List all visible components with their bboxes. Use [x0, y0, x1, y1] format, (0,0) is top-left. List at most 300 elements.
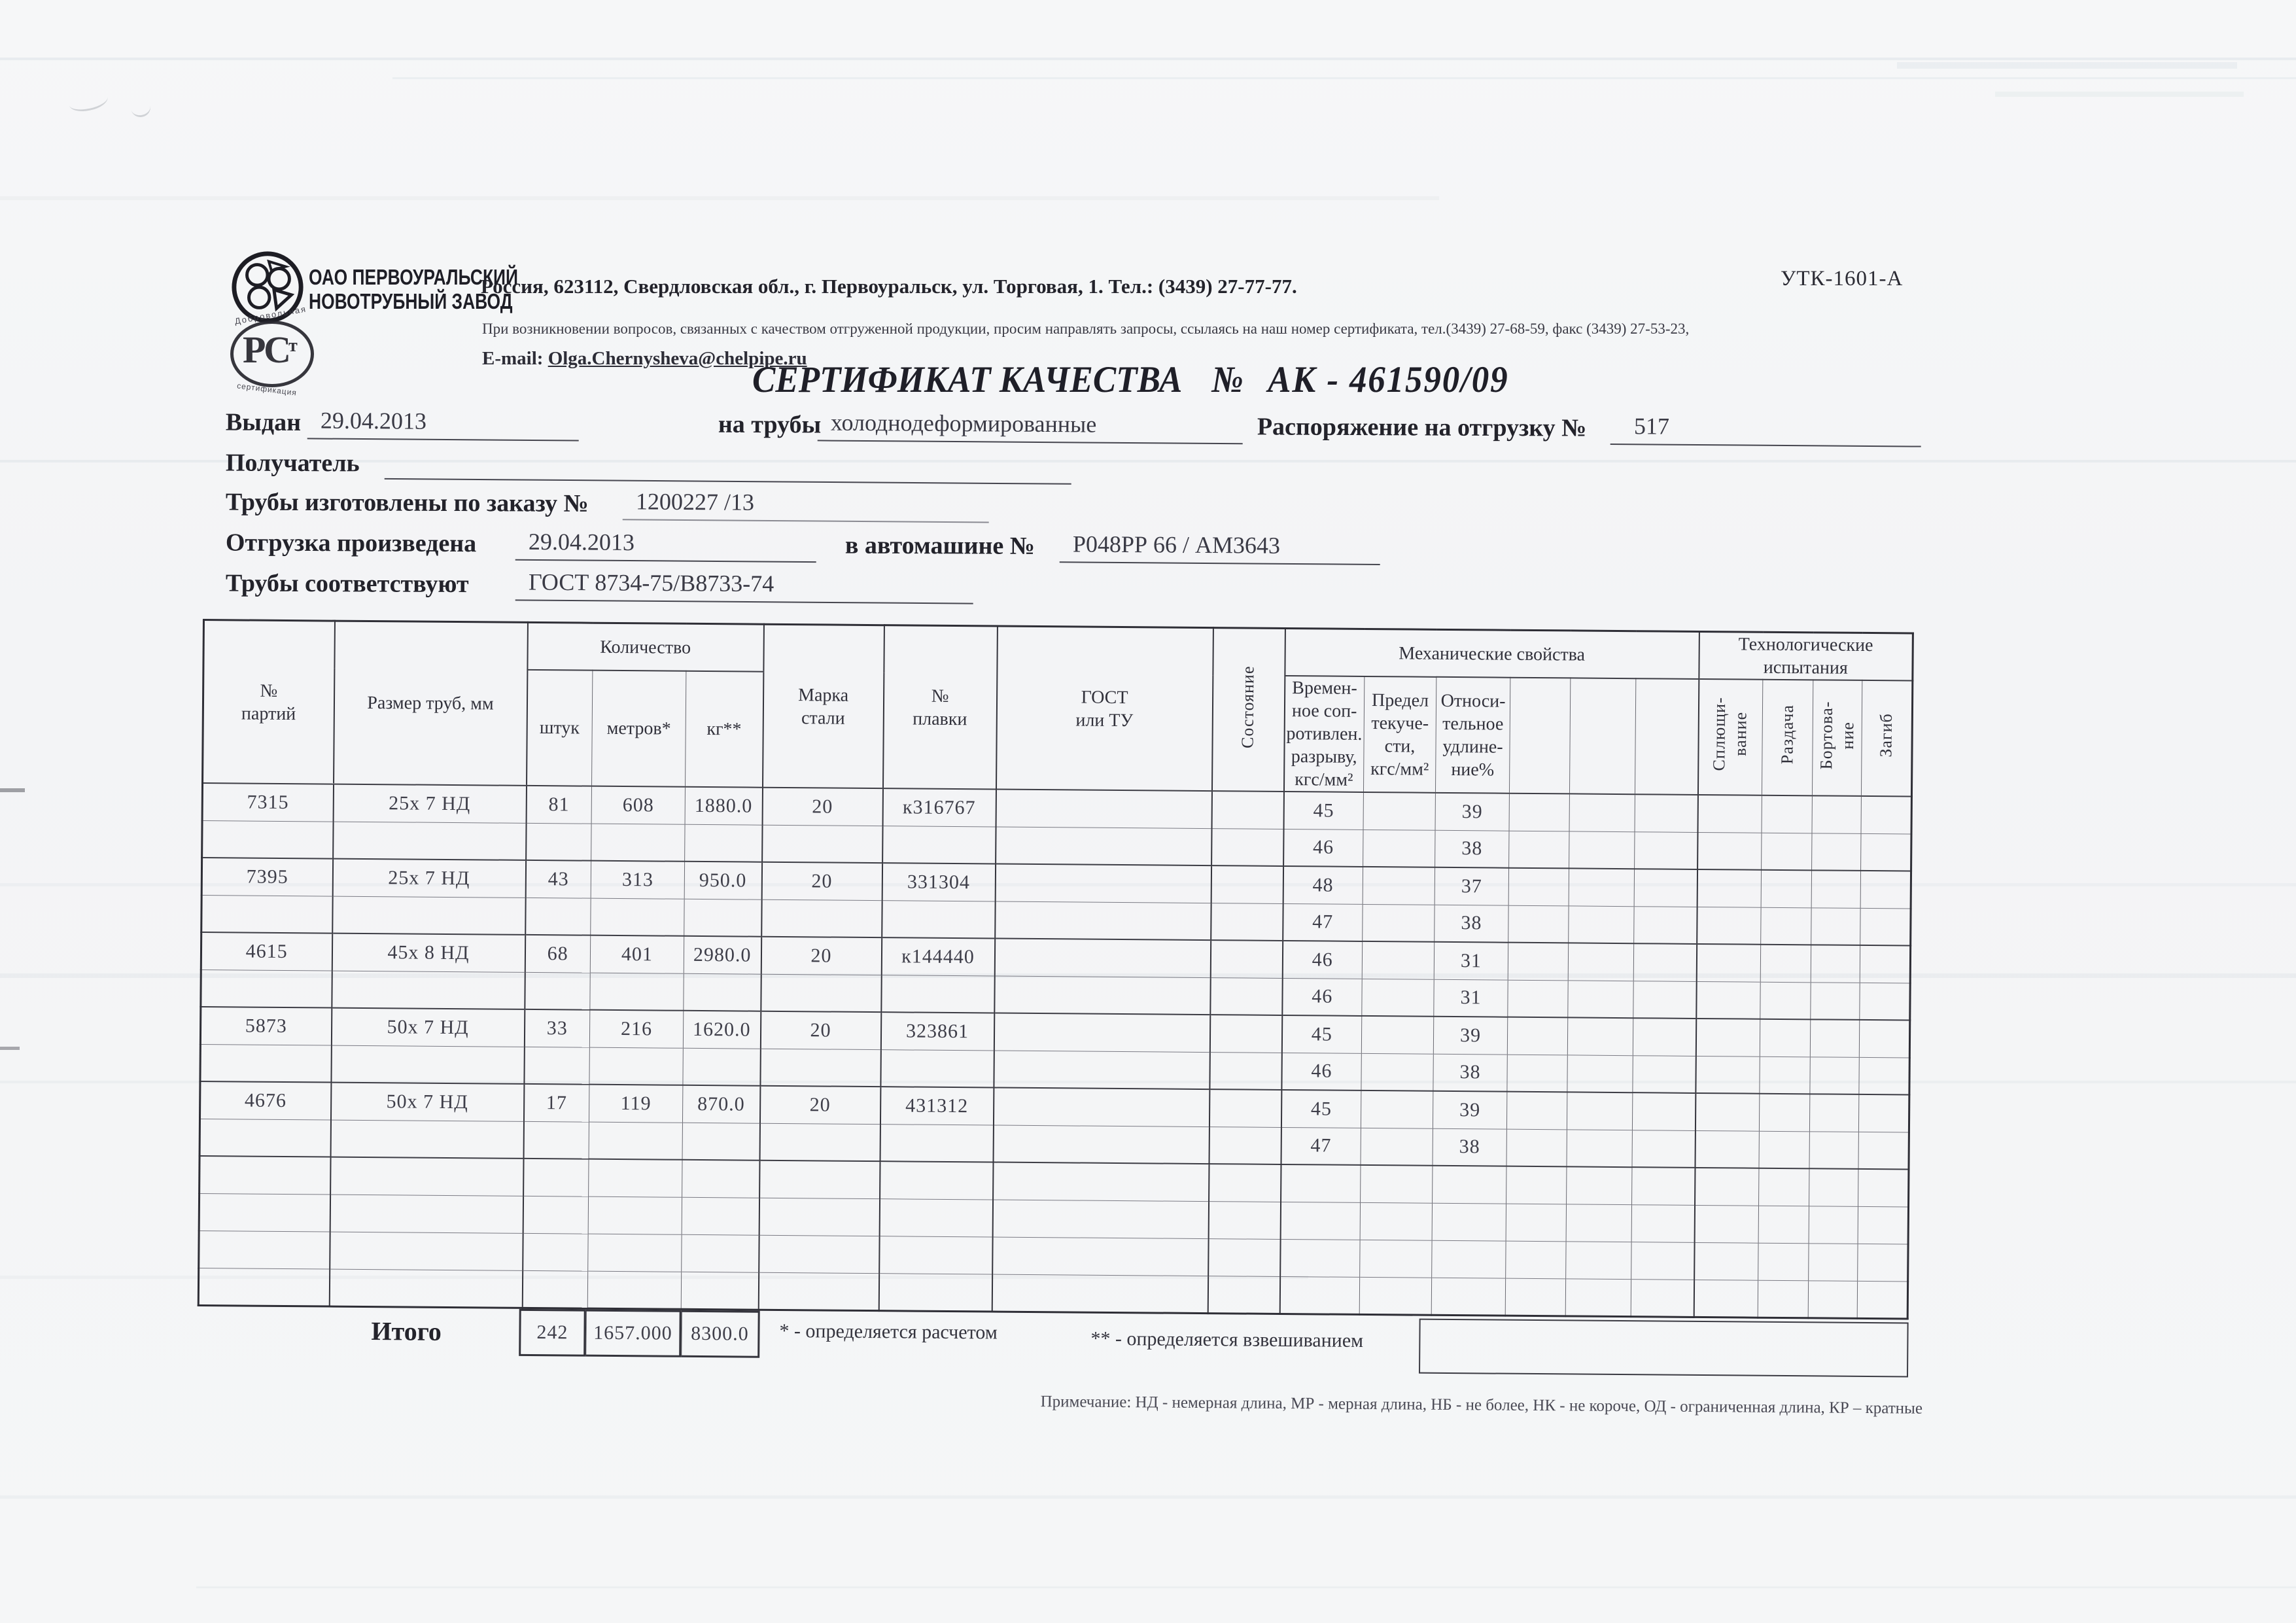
scan-artifact [392, 77, 2296, 79]
cell-m [589, 1159, 682, 1197]
cell-t4 [1860, 945, 1910, 983]
cell-pcs [523, 1121, 589, 1159]
cell-kg [685, 824, 762, 862]
cell-kg [682, 1123, 759, 1161]
cell-size [330, 1157, 523, 1196]
cell-tensile: 46 [1282, 941, 1362, 979]
cell-steel [759, 1123, 880, 1161]
cell-m6 [1635, 794, 1698, 832]
field-line-issued [0, 407, 2296, 453]
cell-m6 [1631, 1204, 1695, 1242]
cell-t1 [1694, 1205, 1758, 1243]
cell-pcs [525, 898, 591, 935]
title-number-sign: № [1211, 359, 1244, 400]
cell-t1 [1694, 1242, 1758, 1280]
cell-melt [882, 900, 995, 938]
issued-value: 29.04.2013 [307, 406, 579, 441]
cell-gost [994, 1013, 1209, 1053]
cell-m4 [1509, 794, 1569, 831]
cell-state [1210, 977, 1282, 1015]
cell-pcs: 17 [523, 1084, 589, 1122]
cell-t4 [1858, 1094, 1909, 1132]
cell-m4 [1506, 1166, 1567, 1204]
cell-batch: 7395 [201, 858, 332, 896]
cell-m5 [1568, 943, 1633, 981]
certificate-title [752, 358, 1519, 401]
cell-t1 [1696, 1056, 1760, 1094]
cell-size [332, 896, 525, 935]
cell-kg [684, 973, 761, 1011]
cell-melt [878, 1273, 992, 1311]
scan-artifact [0, 1495, 2296, 1499]
col-header-state: Состояние [1211, 628, 1285, 792]
abbreviation-legend: Примечание: НД - немерная длина, МР - мерная длина, НБ - не более, НК - не короче, ОД - ограниченная длина, КР – кратные [1040, 1392, 1923, 1418]
cell-t3 [1809, 1131, 1858, 1169]
totals-boxes [519, 1308, 760, 1357]
cell-t1 [1696, 1019, 1760, 1056]
company-address: Россия, 623112, Свердловская обл., г. Первоуральск, ул. Торговая, 1. Тел.: (3439) 27-77-77. [481, 275, 1297, 298]
cell-t4 [1860, 908, 1911, 946]
cell-steel: 20 [761, 937, 881, 975]
cell-m5 [1567, 1166, 1632, 1204]
cell-state [1210, 940, 1282, 978]
cell-t2 [1761, 870, 1811, 908]
cell-tensile: 46 [1281, 1053, 1361, 1091]
cell-m6 [1633, 943, 1697, 981]
field-line-standard [0, 568, 2296, 614]
scan-artifact [196, 1586, 2296, 1588]
cell-melt [882, 826, 996, 864]
cell-yld [1359, 1277, 1431, 1315]
cell-melt: 331304 [882, 863, 995, 901]
cell-steel: 20 [760, 1011, 880, 1049]
cell-pcs: 68 [525, 935, 590, 973]
cell-tensile [1280, 1239, 1360, 1277]
pipes-label: на трубы [718, 410, 822, 439]
pencil-mark [129, 96, 152, 119]
cell-t1 [1696, 981, 1760, 1019]
standard-label: Трубы соответствуют [225, 569, 469, 599]
cell-melt [880, 1049, 994, 1087]
cell-m6 [1633, 1055, 1696, 1093]
cell-gost [996, 827, 1211, 866]
cell-t2 [1758, 1206, 1809, 1244]
footnote-calculated: * - определяется расчетом [779, 1319, 998, 1344]
cell-state [1211, 828, 1283, 866]
cell-elong: 39 [1433, 1017, 1507, 1055]
cell-t3 [1810, 1056, 1859, 1094]
cell-steel: 20 [761, 862, 882, 900]
cell-m4 [1506, 1241, 1566, 1279]
scan-artifact [0, 1047, 20, 1050]
cell-pcs: 81 [526, 786, 591, 824]
receiver-label: Получатель [225, 449, 360, 478]
cell-m4 [1508, 943, 1568, 981]
cell-kg: 950.0 [684, 862, 761, 899]
cell-tensile: 46 [1282, 978, 1362, 1016]
cell-t1 [1695, 1130, 1759, 1168]
cell-t2 [1760, 982, 1811, 1020]
cell-kg: 870.0 [682, 1085, 759, 1123]
order-label: Трубы изготовлены по заказу № [225, 488, 589, 517]
order-value: 1200227 /13 [623, 487, 989, 523]
title-label: СЕРТИФИКАТ КАЧЕСТВА [752, 359, 1183, 400]
cell-tensile: 47 [1281, 1127, 1361, 1165]
cell-t2 [1758, 1280, 1808, 1318]
cell-m5 [1567, 1017, 1633, 1055]
cell-steel [759, 1161, 880, 1198]
cell-melt [881, 975, 994, 1013]
cell-yld [1362, 941, 1434, 979]
cell-steel [761, 899, 882, 937]
cell-size: 25х 7 НД [332, 859, 525, 898]
cell-state [1209, 1089, 1281, 1127]
col-header-elongation: Относи- тельное удлине- ние% [1435, 677, 1510, 794]
shipping-order-value: 517 [1610, 412, 1921, 447]
scan-artifact [0, 196, 1439, 200]
cell-steel [760, 1049, 880, 1087]
cell-pcs [522, 1270, 587, 1308]
cell-t3 [1812, 795, 1861, 833]
cell-t4 [1858, 1169, 1909, 1207]
cell-steel: 20 [759, 1086, 880, 1124]
cell-m6 [1635, 831, 1698, 869]
cell-m [589, 1047, 683, 1085]
cell-pcs [523, 1196, 588, 1234]
cell-kg: 1880.0 [685, 787, 762, 825]
cell-batch [200, 1044, 331, 1083]
cell-yld [1361, 1053, 1433, 1091]
cell-t4 [1858, 1244, 1908, 1282]
col-header-gost: ГОСТ или ТУ [996, 626, 1213, 791]
cell-kg: 2980.0 [684, 936, 761, 974]
cell-t1 [1694, 1280, 1758, 1318]
rst-stamp-icon: РС т [230, 321, 314, 387]
total-meters: 1657.000 [585, 1309, 682, 1357]
cell-t4 [1861, 796, 1911, 834]
col-group-technological: Технологические испытания [1699, 631, 1913, 680]
cell-pcs: 33 [524, 1009, 589, 1047]
cell-t3 [1812, 833, 1861, 871]
cell-m5 [1567, 1092, 1632, 1130]
field-line-receiver [0, 447, 2296, 494]
company-name-line2: НОВОТРУБНЫЙ ЗАВОД [309, 288, 513, 313]
cell-t2 [1760, 1019, 1810, 1057]
cell-t3 [1809, 1206, 1858, 1244]
cell-m4 [1505, 1278, 1565, 1316]
col-header-bend: Загиб [1862, 680, 1913, 797]
cell-m4 [1506, 1204, 1566, 1242]
company-name-line1: ОАО ПЕРВОУРАЛЬСКИЙ [309, 265, 519, 289]
cell-m: 216 [589, 1010, 683, 1048]
shipped-value: 29.04.2013 [515, 528, 816, 563]
cell-tensile [1281, 1164, 1361, 1202]
cell-m [590, 973, 684, 1011]
cell-tensile: 45 [1281, 1090, 1361, 1128]
cell-m5 [1565, 1278, 1631, 1316]
cell-steel [758, 1272, 878, 1310]
cell-batch [201, 969, 332, 1008]
cell-gost [993, 1162, 1209, 1202]
cell-melt: к144440 [881, 937, 994, 975]
cell-batch [199, 1230, 330, 1269]
quality-table [198, 619, 1914, 1319]
cell-gost [992, 1274, 1208, 1314]
cell-state [1209, 1164, 1281, 1202]
cell-m6 [1633, 981, 1697, 1019]
col-header-size: Размер труб, мм [334, 621, 528, 786]
cell-t2 [1761, 907, 1811, 945]
cell-melt [879, 1198, 992, 1236]
form-code: УТК-1601-А [1781, 267, 1904, 290]
cell-size: 50х 7 НД [330, 1083, 523, 1121]
field-line-shipped [0, 527, 2296, 574]
col-header-flanging: Бортова- ние [1813, 680, 1862, 796]
cell-batch [202, 820, 333, 859]
cell-m: 119 [589, 1085, 682, 1123]
cell-m5 [1569, 831, 1635, 869]
quality-contact-note: При возникновении вопросов, связанных с качеством отгруженной продукции, просим направлять запросы, ссылаясь на наш номер сертификата, тел.(3439) 27-68-59, факс (3439) 27-53-23, [482, 321, 1690, 337]
cell-tensile [1280, 1202, 1360, 1240]
cell-m4 [1509, 831, 1569, 869]
cell-t3 [1811, 907, 1860, 945]
cell-t3 [1808, 1280, 1857, 1318]
col-group-mechanical: Механические свойства [1285, 628, 1699, 678]
cell-steel [762, 825, 882, 863]
cell-state [1208, 1201, 1280, 1239]
cell-batch [201, 895, 332, 934]
cell-kg [682, 1197, 759, 1235]
cell-batch: 4676 [200, 1081, 330, 1120]
cell-t4 [1859, 1057, 1909, 1095]
pipes-value: холоднодеформированные [818, 408, 1243, 444]
cell-elong: 31 [1434, 942, 1508, 980]
cell-t2 [1760, 1094, 1810, 1132]
cell-t2 [1760, 945, 1811, 983]
email-label: E-mail: [482, 348, 544, 369]
cell-t1 [1696, 944, 1760, 982]
cell-elong: 31 [1434, 979, 1508, 1017]
cell-state [1208, 1238, 1280, 1276]
email-address: Olga.Chernysheva@chelpipe.ru [548, 348, 807, 369]
col-header-mech-extra-2 [1569, 678, 1635, 794]
cell-kg [684, 899, 761, 937]
cell-steel [759, 1235, 879, 1273]
standard-value: ГОСТ 8734-75/В8733-74 [515, 568, 973, 604]
cell-t1 [1697, 907, 1761, 945]
cell-t4 [1860, 871, 1911, 909]
cell-elong [1432, 1240, 1506, 1278]
cell-t2 [1759, 1131, 1809, 1169]
col-header-tensile: Времен- ное соп- ротивлен. разрыву, кгс/мм² [1283, 676, 1364, 792]
cell-yld [1363, 867, 1435, 905]
cell-m5 [1566, 1204, 1631, 1242]
cell-gost [992, 1200, 1208, 1239]
scan-artifact [1897, 62, 2237, 69]
cell-m [587, 1271, 681, 1309]
field-line-order [0, 487, 2296, 533]
cell-t2 [1759, 1168, 1809, 1206]
cell-pcs [525, 972, 590, 1010]
cell-yld [1362, 979, 1434, 1017]
cell-pcs [523, 1233, 588, 1271]
certificate-number: АК - 461590/09 [1268, 359, 1509, 400]
col-header-batch: № партий [203, 620, 335, 784]
cell-yld [1361, 1016, 1433, 1054]
cell-m4 [1508, 905, 1569, 943]
cell-pcs [526, 823, 591, 861]
cell-m4 [1507, 1017, 1567, 1055]
cell-t3 [1811, 945, 1860, 983]
cell-tensile: 47 [1283, 903, 1363, 941]
truck-label: в автомашине № [844, 531, 1035, 560]
cell-size [329, 1269, 522, 1308]
shipped-label: Отгрузка произведена [225, 529, 477, 558]
cell-elong [1432, 1203, 1506, 1241]
cell-size [331, 1045, 524, 1084]
cell-steel: 20 [762, 788, 882, 826]
cell-t1 [1696, 1093, 1760, 1131]
total-pieces: 242 [519, 1308, 586, 1356]
cell-size [330, 1232, 523, 1270]
cell-batch [200, 1156, 330, 1195]
cell-state [1211, 903, 1283, 941]
cell-m6 [1634, 906, 1697, 944]
cell-m5 [1569, 794, 1635, 831]
cell-tensile: 45 [1281, 1015, 1361, 1053]
cell-elong [1431, 1278, 1505, 1316]
cell-yld [1360, 1240, 1432, 1278]
cell-kg: 1620.0 [683, 1011, 760, 1049]
cell-tensile: 45 [1283, 792, 1363, 829]
col-header-pieces: штук [527, 670, 593, 786]
cell-m6 [1632, 1130, 1696, 1168]
cell-melt [879, 1236, 992, 1274]
stamp-arc-bottom-text: сертификация [236, 381, 298, 398]
cell-melt: к316767 [882, 788, 996, 826]
cell-gost [994, 1051, 1209, 1090]
pencil-mark [67, 88, 110, 114]
truck-value: Р048РР 66 / АМ3643 [1060, 530, 1380, 565]
cell-steel [759, 1198, 879, 1236]
cell-t2 [1758, 1243, 1809, 1281]
cell-melt [880, 1161, 993, 1199]
cell-gost [994, 939, 1210, 978]
cell-melt: 323861 [880, 1012, 994, 1050]
cell-state [1209, 1015, 1281, 1053]
cell-pcs [524, 1047, 589, 1085]
cell-m [591, 898, 684, 936]
cell-size [330, 1195, 523, 1233]
cell-t4 [1861, 833, 1911, 871]
cell-size: 45х 8 НД [332, 934, 525, 972]
cell-m6 [1633, 1018, 1696, 1056]
certificate-table-block [197, 619, 1923, 1418]
cell-tensile: 46 [1283, 829, 1363, 867]
cell-elong: 39 [1433, 1091, 1506, 1129]
cell-yld [1363, 829, 1435, 867]
col-header-yield: Предел текуче- сти, кгс/мм² [1363, 676, 1436, 793]
cell-size [330, 1120, 523, 1159]
scan-artifact [1995, 92, 2244, 97]
empty-annotation-box [1419, 1318, 1909, 1377]
col-header-mech-extra-1 [1509, 678, 1570, 794]
cell-kg [681, 1272, 758, 1310]
cell-t4 [1858, 1206, 1908, 1244]
cell-size: 50х 7 НД [331, 1008, 524, 1047]
cell-state [1209, 1052, 1281, 1090]
cell-elong [1433, 1166, 1506, 1204]
cell-melt [880, 1124, 993, 1162]
cell-elong: 38 [1433, 1054, 1507, 1092]
cell-batch: 4615 [201, 932, 332, 971]
cell-m6 [1631, 1279, 1694, 1317]
cell-t2 [1760, 1056, 1810, 1094]
cell-steel [761, 974, 881, 1012]
cell-tensile: 48 [1283, 866, 1363, 904]
total-kg: 8300.0 [681, 1310, 760, 1357]
cell-elong: 38 [1435, 905, 1508, 943]
col-header-flattening: Сплющи- вание [1698, 679, 1763, 795]
cell-gost [996, 790, 1211, 829]
cell-t4 [1860, 983, 1910, 1021]
col-header-meters: метров* [592, 671, 686, 787]
cell-gost [993, 1125, 1209, 1164]
cell-m: 401 [590, 935, 684, 973]
cell-m5 [1568, 980, 1633, 1018]
cell-m4 [1508, 868, 1569, 906]
totals-row [197, 1306, 1923, 1418]
issued-label: Выдан [225, 408, 302, 437]
cell-t1 [1695, 1168, 1759, 1206]
cell-m [588, 1196, 682, 1234]
cell-gost [995, 864, 1211, 903]
cell-m6 [1632, 1167, 1696, 1205]
scan-artifact [0, 58, 2296, 60]
scan-artifact [0, 788, 25, 792]
cell-t3 [1809, 1243, 1858, 1281]
receiver-value [385, 447, 1071, 485]
cell-melt: 431312 [880, 1087, 993, 1125]
cell-t4 [1858, 1132, 1909, 1170]
cell-m4 [1506, 1092, 1567, 1130]
cell-state [1208, 1276, 1279, 1314]
col-header-steel-grade: Марка стали [763, 624, 884, 788]
col-header-kg: кг** [686, 671, 763, 788]
cell-state [1211, 865, 1283, 903]
cell-t3 [1811, 982, 1860, 1020]
cell-t1 [1697, 832, 1762, 870]
cell-batch: 7315 [202, 783, 333, 822]
cell-state [1209, 1126, 1281, 1164]
cell-m [588, 1234, 682, 1272]
cell-yld [1360, 1202, 1432, 1240]
cell-elong: 38 [1435, 830, 1509, 868]
cell-t2 [1762, 795, 1812, 833]
cell-t1 [1697, 869, 1761, 907]
cell-pcs [523, 1159, 589, 1196]
cell-m6 [1634, 869, 1697, 907]
cell-batch: 5873 [200, 1007, 331, 1045]
cell-gost [992, 1237, 1208, 1276]
cell-m [589, 1122, 682, 1160]
cell-t2 [1762, 833, 1812, 871]
cell-kg [683, 1048, 760, 1086]
cell-m5 [1567, 1129, 1632, 1167]
stamp-arc-top-text: Добровольная [234, 304, 308, 326]
cell-m5 [1569, 905, 1634, 943]
cell-batch [198, 1268, 329, 1306]
